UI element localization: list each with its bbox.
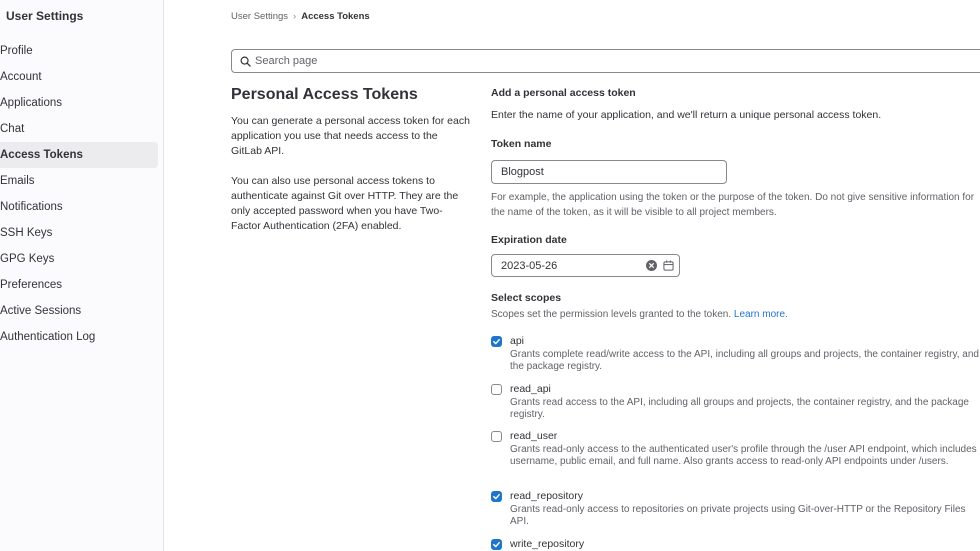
token-name-label: Token name [491,138,552,150]
scope-read-repository-name[interactable]: read_repository [510,490,583,502]
sidebar-item-applications[interactable]: Applications [0,97,63,109]
search-icon [235,56,255,67]
sidebar-item-preferences[interactable]: Preferences [0,279,63,291]
page-title: Personal Access Tokens [231,86,418,103]
sidebar-item-emails[interactable]: Emails [0,175,35,187]
breadcrumb-parent-link[interactable]: User Settings [231,11,289,22]
scope-read-repository-desc: Grants read-only access to repositories on private projects using Git-over-HTTP or the Repository Files API. [510,504,966,527]
breadcrumb-separator-icon: › [293,11,297,22]
token-name-help: For example, the application using the token or the purpose of the token. Do not give sensitive information for the name of the token, as it will be visible to all project members. [491,192,975,218]
checkmark-icon [492,337,501,346]
scope-read-user-desc: Grants read-only access to the authenticated user's profile through the /user API endpoint, which includes username, public email, and full name. Also grants access to read-only API endpoints under /users. [510,444,977,467]
form-heading: Add a personal access token [491,87,636,99]
checkmark-icon [492,492,501,501]
sidebar-item-notifications[interactable]: Notifications [0,201,63,213]
scopes-label: Select scopes [491,292,562,304]
intro-paragraph-git: You can also use personal access tokens to authenticate against Git over HTTP. They are the only accepted password when you have Two-Factor Authentication (2FA) enabled. [231,175,459,232]
scope-api-checkbox[interactable] [491,336,502,347]
sidebar-item-ssh-keys[interactable]: SSH Keys [0,227,53,239]
form-subheading: Enter the name of your application, and we'll return a unique personal access token. [491,109,882,121]
scope-read-user-name[interactable]: read_user [510,430,558,442]
sidebar-item-active-sessions[interactable]: Active Sessions [0,305,82,317]
sidebar-item-authentication-log[interactable]: Authentication Log [0,331,96,343]
expiration-date-value: 2023-05-26 [501,259,558,272]
sidebar-nav [0,38,164,350]
scope-write-repository-checkbox[interactable] [491,539,502,550]
breadcrumb [231,11,370,22]
sidebar-title: User Settings [6,9,84,23]
sidebar-item-access-tokens[interactable]: Access Tokens [0,142,158,168]
sidebar-item-profile[interactable]: Profile [0,45,33,57]
intro-section [231,86,471,249]
search-input[interactable] [255,55,855,67]
scopes-help [491,307,788,322]
token-name-input[interactable] [491,160,727,184]
checkmark-icon [492,540,501,549]
scope-read-api-desc: Grants read access to the API, including all groups and projects, the container registry, and the package registry. [510,397,969,420]
scope-read-user-checkbox[interactable] [491,431,502,442]
scope-read-api-name[interactable]: read_api [510,383,551,395]
clear-icon[interactable] [646,260,657,271]
scope-api-name[interactable]: api [510,335,525,347]
sidebar-item-gpg-keys[interactable]: GPG Keys [0,253,55,265]
learn-more-link[interactable]: Learn more. [733,309,788,320]
search-box[interactable] [231,49,980,73]
intro-paragraph: You can generate a personal access token for each application you use that needs access to the GitLab API. [231,115,470,157]
scope-api-desc: Grants complete read/write access to the API, including all groups and projects, the container registry, and the package registry. [510,349,979,372]
sidebar-item-account[interactable]: Account [0,71,42,83]
expiration-date-input[interactable] [491,254,680,277]
sidebar [0,0,164,551]
scope-read-api-checkbox[interactable] [491,384,502,395]
calendar-icon[interactable] [663,260,674,271]
scopes-help-text: Scopes set the permission levels granted to the token. [491,309,732,320]
expiration-date-label: Expiration date [491,234,567,246]
sidebar-item-chat[interactable]: Chat [0,123,25,135]
breadcrumb-current[interactable]: Access Tokens [301,11,370,22]
scope-read-repository-checkbox[interactable] [491,491,502,502]
scope-write-repository-name[interactable]: write_repository [510,538,585,550]
